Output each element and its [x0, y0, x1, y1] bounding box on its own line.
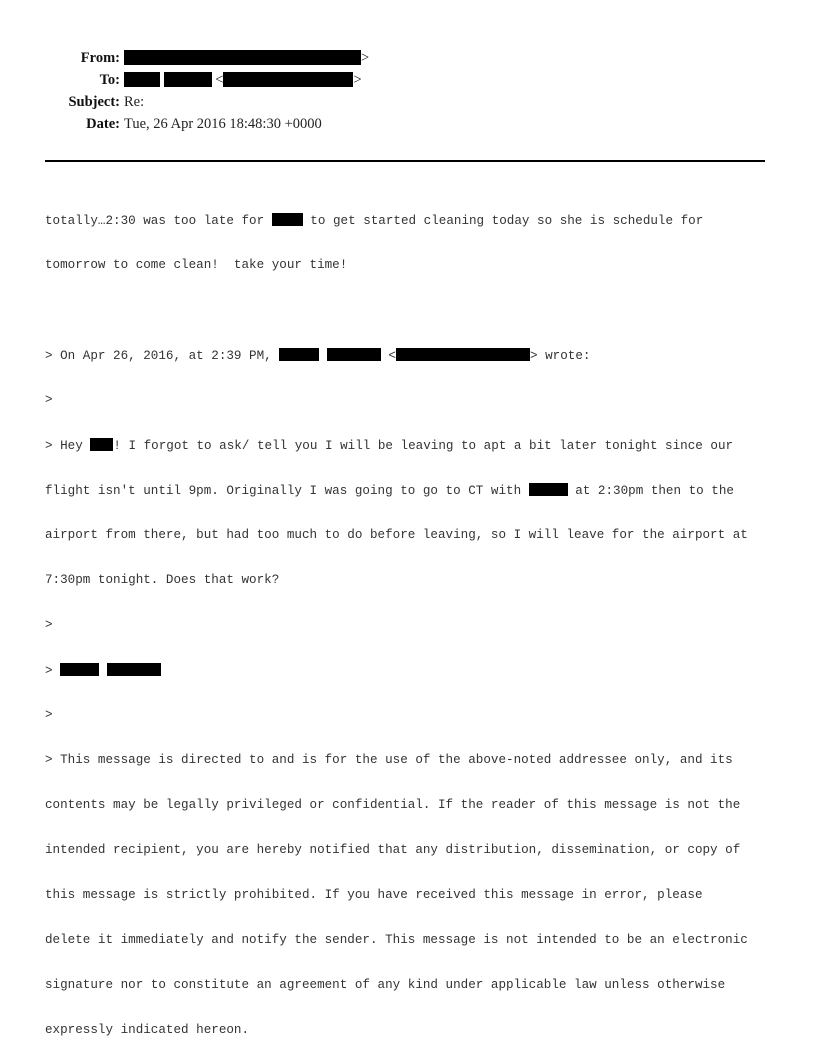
body-line: tomorrow to come clean! take your time!: [45, 258, 348, 272]
subject-label: Subject:: [68, 94, 120, 110]
body-text: >: [45, 664, 61, 678]
to-label: To:: [99, 72, 120, 88]
body-text: at 2:30pm then to the: [567, 484, 734, 498]
to-row: [0, 72, 816, 94]
from-row: [0, 50, 816, 72]
redaction-block: [327, 348, 381, 361]
subject-value: Re:: [124, 94, 145, 110]
redaction-block: [107, 663, 161, 676]
disclaimer-line: expressly indicated hereon.: [45, 1023, 250, 1037]
body-text: flight isn't until 9pm. Originally I was going to go to CT with: [45, 484, 529, 498]
to-value: [124, 72, 362, 89]
disclaimer-line: > This message is directed to and is for the use of the above-noted addressee only, and its: [45, 753, 733, 767]
redaction-block: [164, 72, 212, 87]
to-angle-open: <: [215, 72, 224, 88]
quote-line: 7:30pm tonight. Does that work?: [45, 573, 280, 587]
quote-blank-line: >: [45, 393, 53, 407]
quote-line: airport from there, but had too much to do before leaving, so I will leave for the airport at: [45, 528, 748, 542]
quote-line: [45, 483, 775, 498]
body-text: to get started cleaning today so she is schedule for: [302, 214, 704, 228]
header-divider: [45, 160, 765, 162]
disclaimer-line: signature nor to constitute an agreement of any kind under applicable law unless otherwise: [45, 978, 726, 992]
from-angle-close: >: [361, 50, 370, 66]
quote-signature-line: [45, 663, 775, 678]
redaction-block: [223, 72, 353, 87]
redaction-block: [60, 663, 99, 676]
email-body: [45, 183, 775, 1053]
to-angle-close: >: [353, 72, 362, 88]
redaction-block: [124, 72, 160, 87]
redaction-block: [90, 438, 113, 451]
body-text: ! I forgot to ask/ tell you I will be leaving to apt a bit later tonight since our: [113, 439, 734, 453]
date-row: [0, 116, 816, 138]
disclaimer-line: intended recipient, you are hereby notified that any distribution, dissemination, or copy of: [45, 843, 741, 857]
redaction-block: [272, 213, 303, 226]
quote-blank-line: >: [45, 618, 53, 632]
quote-blank-line: >: [45, 708, 53, 722]
redaction-block: [124, 50, 361, 65]
redaction-block: [279, 348, 319, 361]
quote-line: [45, 438, 775, 453]
email-header: [0, 50, 816, 138]
redaction-block: [396, 348, 530, 361]
body-text: > wrote:: [529, 349, 591, 363]
from-label: From:: [80, 50, 120, 66]
body-text: <: [380, 349, 396, 363]
disclaimer-line: delete it immediately and notify the sender. This message is not intended to be an electronic: [45, 933, 748, 947]
disclaimer-line: contents may be legally privileged or confidential. If the reader of this message is not the: [45, 798, 741, 812]
redaction-block: [529, 483, 568, 496]
body-line: [45, 213, 775, 228]
date-label: Date:: [86, 116, 120, 132]
disclaimer-line: this message is strictly prohibited. If you have received this message in error, please: [45, 888, 703, 902]
body-text: > On Apr 26, 2016, at 2:39 PM,: [45, 349, 280, 363]
quote-header-line: [45, 348, 775, 363]
body-text: totally…2:30 was too late for: [45, 214, 272, 228]
from-value: [124, 50, 369, 67]
subject-row: [0, 94, 816, 116]
body-text: > Hey: [45, 439, 91, 453]
date-value: Tue, 26 Apr 2016 18:48:30 +0000: [124, 116, 322, 132]
